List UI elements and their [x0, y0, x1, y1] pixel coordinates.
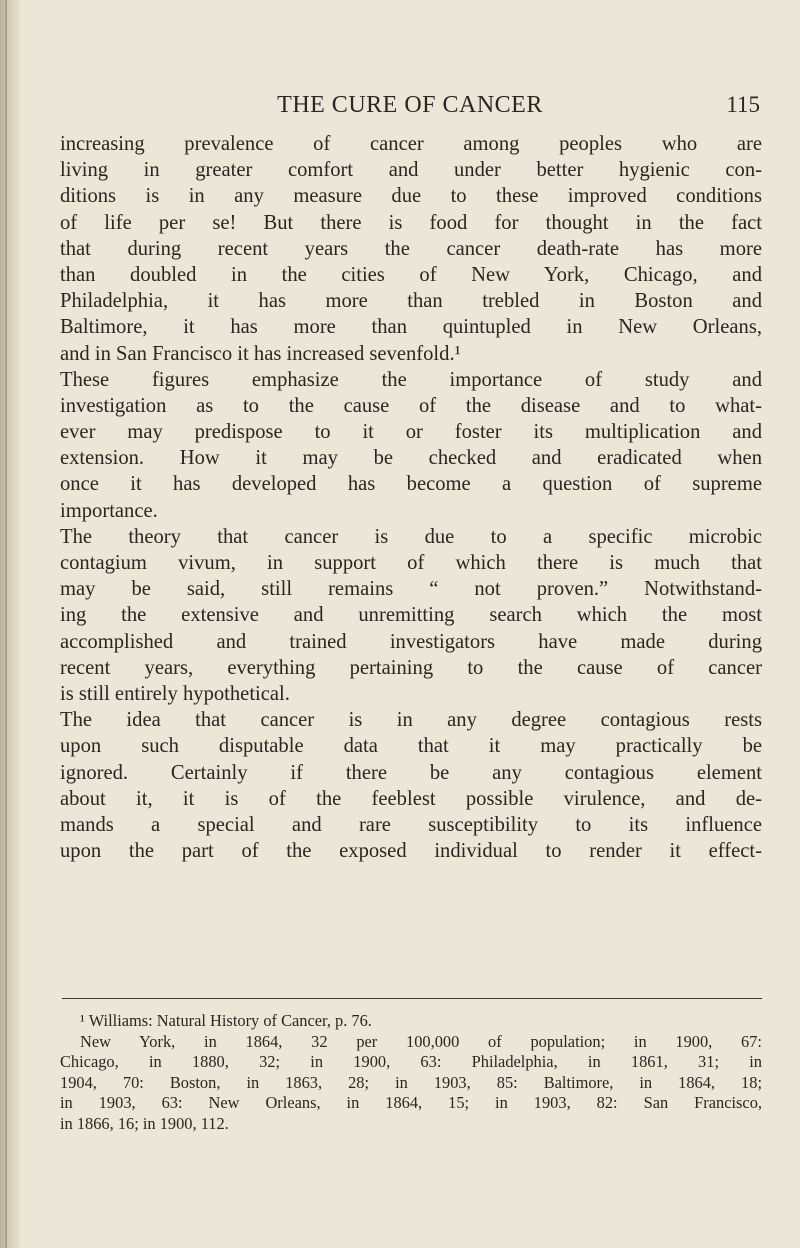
body-line: may be said, still remains “ not proven.” Notwithstand-: [60, 578, 762, 601]
footnote-line: ¹ Williams: Natural History of Cancer, p. 76.: [80, 1011, 372, 1030]
body-line: is still entirely hypothetical.: [60, 682, 290, 705]
body-line: mands a special and rare susceptibility to its influence: [60, 813, 762, 836]
footnote-divider: [62, 998, 762, 999]
body-line: accomplished and trained investigators have made during: [60, 630, 762, 653]
body-line: than doubled in the cities of New York, Chicago, and: [60, 263, 762, 286]
footnote-line: 1904, 70: Boston, in 1863, 28; in 1903, 85: Baltimore, in 1864, 18;: [60, 1072, 762, 1092]
body-line: ing the extensive and unremitting search which the most: [60, 604, 762, 627]
body-line: increasing prevalence of cancer among peoples who are: [60, 133, 762, 155]
body-line: The theory that cancer is due to a specific microbic: [60, 525, 762, 548]
body-line: that during recent years the cancer death-rate has more: [60, 237, 762, 260]
body-line: contagium vivum, in support of which there is much that: [60, 552, 762, 574]
body-line: ever may predispose to it or foster its multiplication and: [60, 421, 762, 444]
body-line: These figures emphasize the importance of study and: [60, 368, 762, 391]
body-line: about it, it is of the feeblest possible virulence, and de-: [60, 787, 762, 810]
body-line: Baltimore, it has more than quintupled in New Orleans,: [60, 316, 762, 339]
body-line: upon such disputable data that it may practically be: [60, 735, 762, 758]
body-line: of life per se! But there is food for thought in the fact: [60, 211, 762, 234]
footnote-line: New York, in 1864, 32 per 100,000 of population; in 1900, 67:: [80, 1031, 762, 1051]
body-line: extension. How it may be checked and eradicated when: [60, 447, 762, 470]
body-line: living in greater comfort and under better hygienic con-: [60, 159, 762, 182]
footnotes: [60, 1011, 762, 1135]
running-title: THE CURE OF CANCER: [277, 92, 543, 118]
page-gutter-shadow: [0, 0, 20, 1248]
body-line: ditions is in any measure due to these improved conditions: [60, 185, 762, 208]
body-line: and in San Francisco it has increased sevenfold.¹: [60, 342, 461, 365]
body-text: [60, 131, 762, 864]
footnote-line: in 1903, 63: New Orleans, in 1864, 15; in 1903, 82: San Francisco,: [60, 1093, 762, 1113]
binding-edge: [5, 0, 7, 1248]
body-line: recent years, everything pertaining to the cause of cancer: [60, 656, 762, 679]
body-line: Philadelphia, it has more than trebled in Boston and: [60, 290, 762, 313]
page-number: 115: [726, 92, 760, 117]
page-header: [60, 92, 760, 124]
body-line: upon the part of the exposed individual to render it effect-: [60, 840, 762, 863]
footnote-line: Chicago, in 1880, 32; in 1900, 63: Philadelphia, in 1861, 31; in: [60, 1052, 762, 1072]
body-line: once it has developed has become a question of supreme: [60, 473, 762, 496]
body-line: The idea that cancer is in any degree contagious rests: [60, 709, 762, 732]
body-line: ignored. Certainly if there be any contagious element: [60, 761, 762, 784]
body-line: investigation as to the cause of the disease and to what-: [60, 394, 762, 417]
body-line: importance.: [60, 499, 158, 522]
footnote-line: in 1866, 16; in 1900, 112.: [60, 1113, 229, 1133]
